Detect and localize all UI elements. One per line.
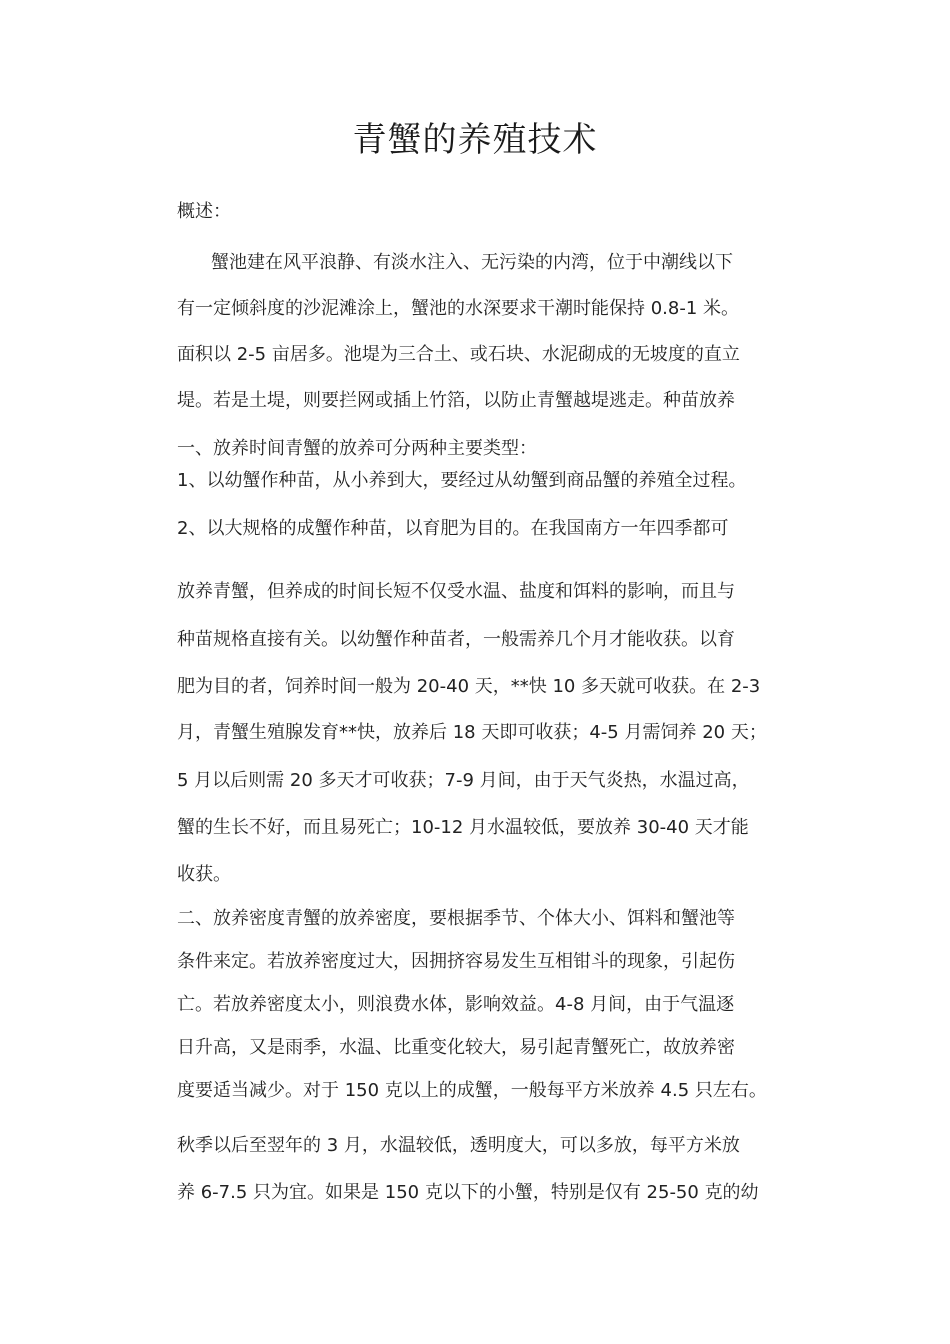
paragraph-line: 日升高，又是雨季，水温、比重变化较大，易引起青蟹死亡，故放养密 <box>177 1037 735 1058</box>
paragraph-line: 肥为目的者，饲养时间一般为 20-40 天，**快 10 多天就可收获。在 2-3 <box>177 676 761 697</box>
paragraph-line: 蟹的生长不好，而且易死亡；10-12 月水温较低，要放养 30-40 天才能 <box>177 817 749 838</box>
paragraph-line: 一、放养时间青蟹的放养可分两种主要类型： <box>177 438 537 459</box>
paragraph-line: 2、以大规格的成蟹作种苗，以育肥为目的。在我国南方一年四季都可 <box>177 518 729 539</box>
paragraph-line: 条件来定。若放养密度过大，因拥挤容易发生互相钳斗的现象，引起伤 <box>177 951 735 972</box>
paragraph-line: 堤。若是土堤，则要拦网或插上竹箔，以防止青蟹越堤逃走。种苗放养 <box>177 390 735 411</box>
paragraph-line: 5 月以后则需 20 多天才可收获；7-9 月间，由于天气炎热，水温过高， <box>177 770 750 791</box>
paragraph-line: 种苗规格直接有关。以幼蟹作种苗者，一般需养几个月才能收获。以育 <box>177 629 735 650</box>
paragraph-line: 收获。 <box>177 864 231 885</box>
paragraph-line: 放养青蟹，但养成的时间长短不仅受水温、盐度和饵料的影响，而且与 <box>177 581 735 602</box>
paragraph-line: 月，青蟹生殖腺发育**快，放养后 18 天即可收获；4-5 月需饲养 20 天； <box>177 722 767 743</box>
paragraph-line: 二、放养密度青蟹的放养密度，要根据季节、个体大小、饵料和蟹池等 <box>177 908 735 929</box>
paragraph-line: 面积以 2-5 亩居多。池堤为三合土、或石块、水泥砌成的无坡度的直立 <box>177 344 740 365</box>
paragraph-line: 养 6-7.5 只为宜。如果是 150 克以下的小蟹，特别是仅有 25-50 克的幼 <box>177 1182 759 1203</box>
paragraph-line: 有一定倾斜度的沙泥滩涂上，蟹池的水深要求干潮时能保持 0.8-1 米。 <box>177 298 740 319</box>
paragraph-line: 度要适当减少。对于 150 克以上的成蟹，一般每平方米放养 4.5 只左右。 <box>177 1080 767 1101</box>
paragraph-line: 秋季以后至翌年的 3 月，水温较低，透明度大，可以多放，每平方米放 <box>177 1135 740 1156</box>
document-title: 青蟹的养殖技术 <box>352 120 598 160</box>
paragraph-line: 蟹池建在风平浪静、有淡水注入、无污染的内湾，位于中潮线以下 <box>211 252 733 273</box>
paragraph-line: 1、以幼蟹作种苗，从小养到大，要经过从幼蟹到商品蟹的养殖全过程。 <box>177 470 747 491</box>
paragraph-line: 概述： <box>177 201 231 222</box>
paragraph-line: 亡。若放养密度太小，则浪费水体，影响效益。4-8 月间，由于气温逐 <box>177 994 735 1015</box>
